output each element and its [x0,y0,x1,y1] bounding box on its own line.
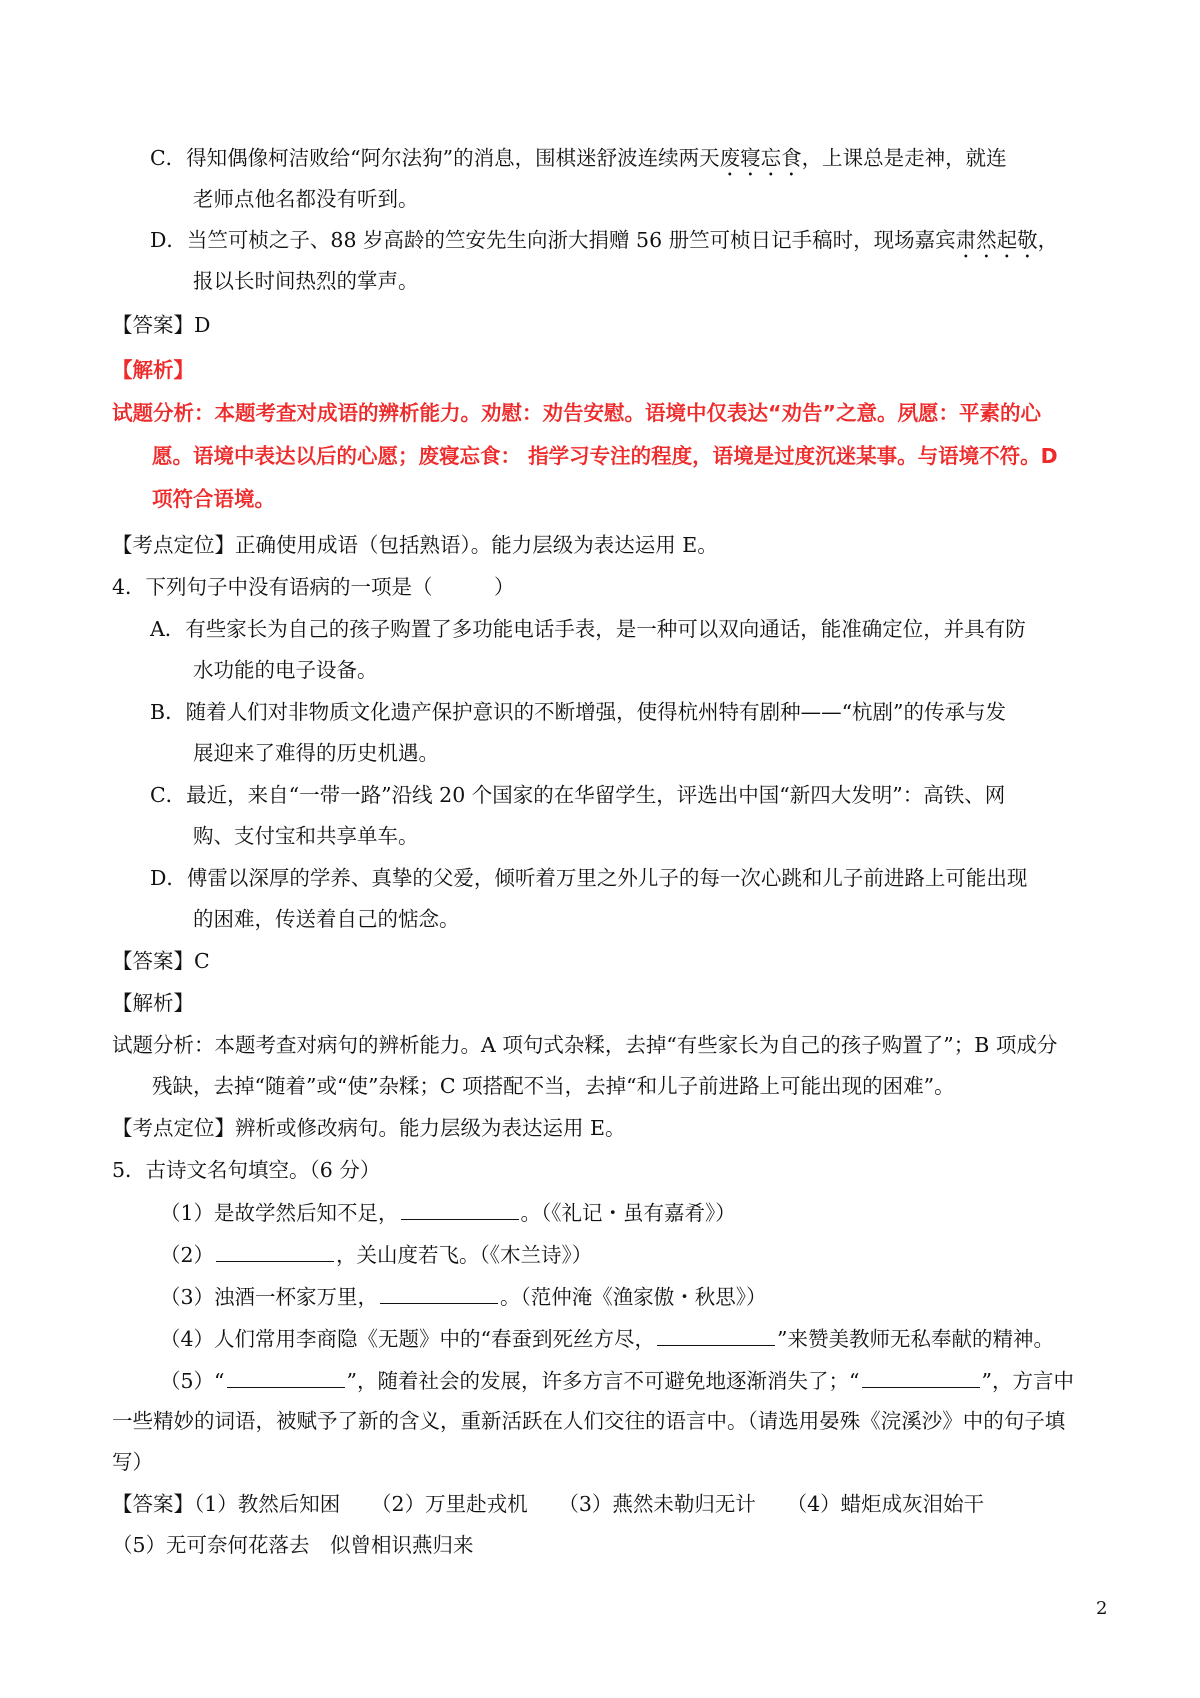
text: （3）浊酒一杯家万里， [160,1285,379,1309]
text: （5）“ [160,1369,225,1393]
text: （2） [160,1243,215,1267]
q4-option-d-line1: D．傅雷以深厚的学养、真挚的父爱，倾听着万里之外儿子的每一次心跳和儿子前进路上可能出现 [150,866,1028,890]
q4-option-c-line2: 购、支付宝和共享单车。 [193,824,419,848]
q3-option-d-line2: 报以长时间热烈的掌声。 [193,269,419,293]
q3-analysis-line2: 愿。语境中表达以后的心愿；废寝忘食： 指学习专注的程度，语境是过度沉迷某事。与语境不符。D [152,444,1058,468]
fill-blank[interactable] [216,1239,334,1262]
text: （1）是故学然后知不足， [160,1201,399,1225]
q3-analysis-title: 【解析】 [112,358,194,382]
q5-item-3 [160,1281,767,1312]
text: D．当竺可桢之子、88 岁高龄的竺安先生向浙大捐赠 56 册竺可桢日记手稿时，现场嘉宾 [150,228,956,252]
q4-stem: 4．下列句子中没有语病的一项是（ ） [112,575,515,599]
q4-option-c-line1: C．最近，来自“一带一路”沿线 20 个国家的在华留学生，评选出中国“新四大发明”：高铁、网 [150,783,1006,807]
q3-option-c-line2: 老师点他名都没有听到。 [193,187,419,211]
q4-answer: 【答案】C [112,949,210,973]
q4-analysis-line2: 残缺，去掉“随着”或“使”杂糅；C 项搭配不当，去掉“和儿子前进路上可能出现的困难”。 [152,1074,955,1098]
emphasized-idiom: 废寝忘食 [719,146,802,170]
q5-item-5-line1 [160,1365,1074,1396]
q5-item-5-line3: 写） [112,1450,153,1474]
text: 。（《礼记・虽有嘉肴》） [520,1201,736,1225]
emphasized-idiom: 肃然起敬 [955,228,1038,252]
q4-option-b-line2: 展迎来了难得的历史机遇。 [193,741,439,765]
fill-blank[interactable] [401,1197,519,1220]
q4-option-a-line2: 水功能的电子设备。 [193,658,378,682]
text: ”来赞美教师无私奉献的精神。 [777,1327,1055,1351]
fill-blank[interactable] [227,1365,345,1388]
text: ，关山度若飞。（《木兰诗》） [336,1243,593,1267]
q5-answer-line2: （5）无可奈何花落去 似曾相识燕归来 [112,1533,474,1557]
page-number: 2 [1096,1598,1108,1619]
q4-option-a-line1: A．有些家长为自己的孩子购置了多功能电话手表，是一种可以双向通话，能准确定位，并具有防 [150,617,1026,641]
q3-point: 【考点定位】正确使用成语（包括熟语）。能力层级为表达运用 E。 [112,533,718,557]
text: 。（范仲淹《渔家傲・秋思》） [500,1285,767,1309]
q5-item-1 [160,1197,736,1228]
fill-blank[interactable] [657,1323,775,1346]
q5-item-2 [160,1239,592,1270]
q4-option-b-line1: B．随着人们对非物质文化遗产保护意识的不断增强，使得杭州特有剧种——“杭剧”的传承与发 [150,700,1007,724]
fill-blank[interactable] [380,1281,498,1304]
text: ”，随着社会的发展，许多方言不可避免地逐渐消失了；“ [346,1369,860,1393]
text: ，上课总是走神，就连 [801,146,1007,170]
q3-analysis-line3: 项符合语境。 [152,487,275,511]
q4-point: 【考点定位】辨析或修改病句。能力层级为表达运用 E。 [112,1116,626,1140]
q5-item-5-line2: 一些精妙的词语，被赋予了新的含义，重新活跃在人们交往的语言中。（请选用晏殊《浣溪沙》中的句子填 [112,1409,1066,1433]
text: ， [1037,228,1059,252]
q3-option-c-line1 [150,143,1007,181]
q5-item-4 [160,1323,1054,1354]
q3-option-d-line1 [150,225,1058,263]
fill-blank[interactable] [862,1365,980,1388]
q3-answer: 【答案】D [112,313,211,337]
text: ”，方言中 [981,1369,1074,1393]
text: C．得知偶像柯洁败给“阿尔法狗”的消息，围棋迷舒波连续两天 [150,146,720,170]
q5-answer-line1: 【答案】（1）教然后知困 （2）万里赴戎机 （3）燕然未勒归无计 （4）蜡炬成灰泪始干 [112,1492,985,1516]
q4-analysis-title: 【解析】 [112,991,194,1015]
q4-analysis-line1: 试题分析：本题考查对病句的辨析能力。A 项句式杂糅，去掉“有些家长为自己的孩子购置了”；B 项成分 [112,1033,1058,1057]
q3-analysis-line1: 试题分析：本题考查对成语的辨析能力。劝慰：劝告安慰。语境中仅表达“劝告”之意。夙愿：平素的心 [112,401,1041,425]
q5-stem: 5．古诗文名句填空。（6 分） [112,1158,381,1182]
q4-option-d-line2: 的困难，传送着自己的惦念。 [193,907,460,931]
text: （4）人们常用李商隐《无题》中的“春蚕到死丝方尽， [160,1327,656,1351]
